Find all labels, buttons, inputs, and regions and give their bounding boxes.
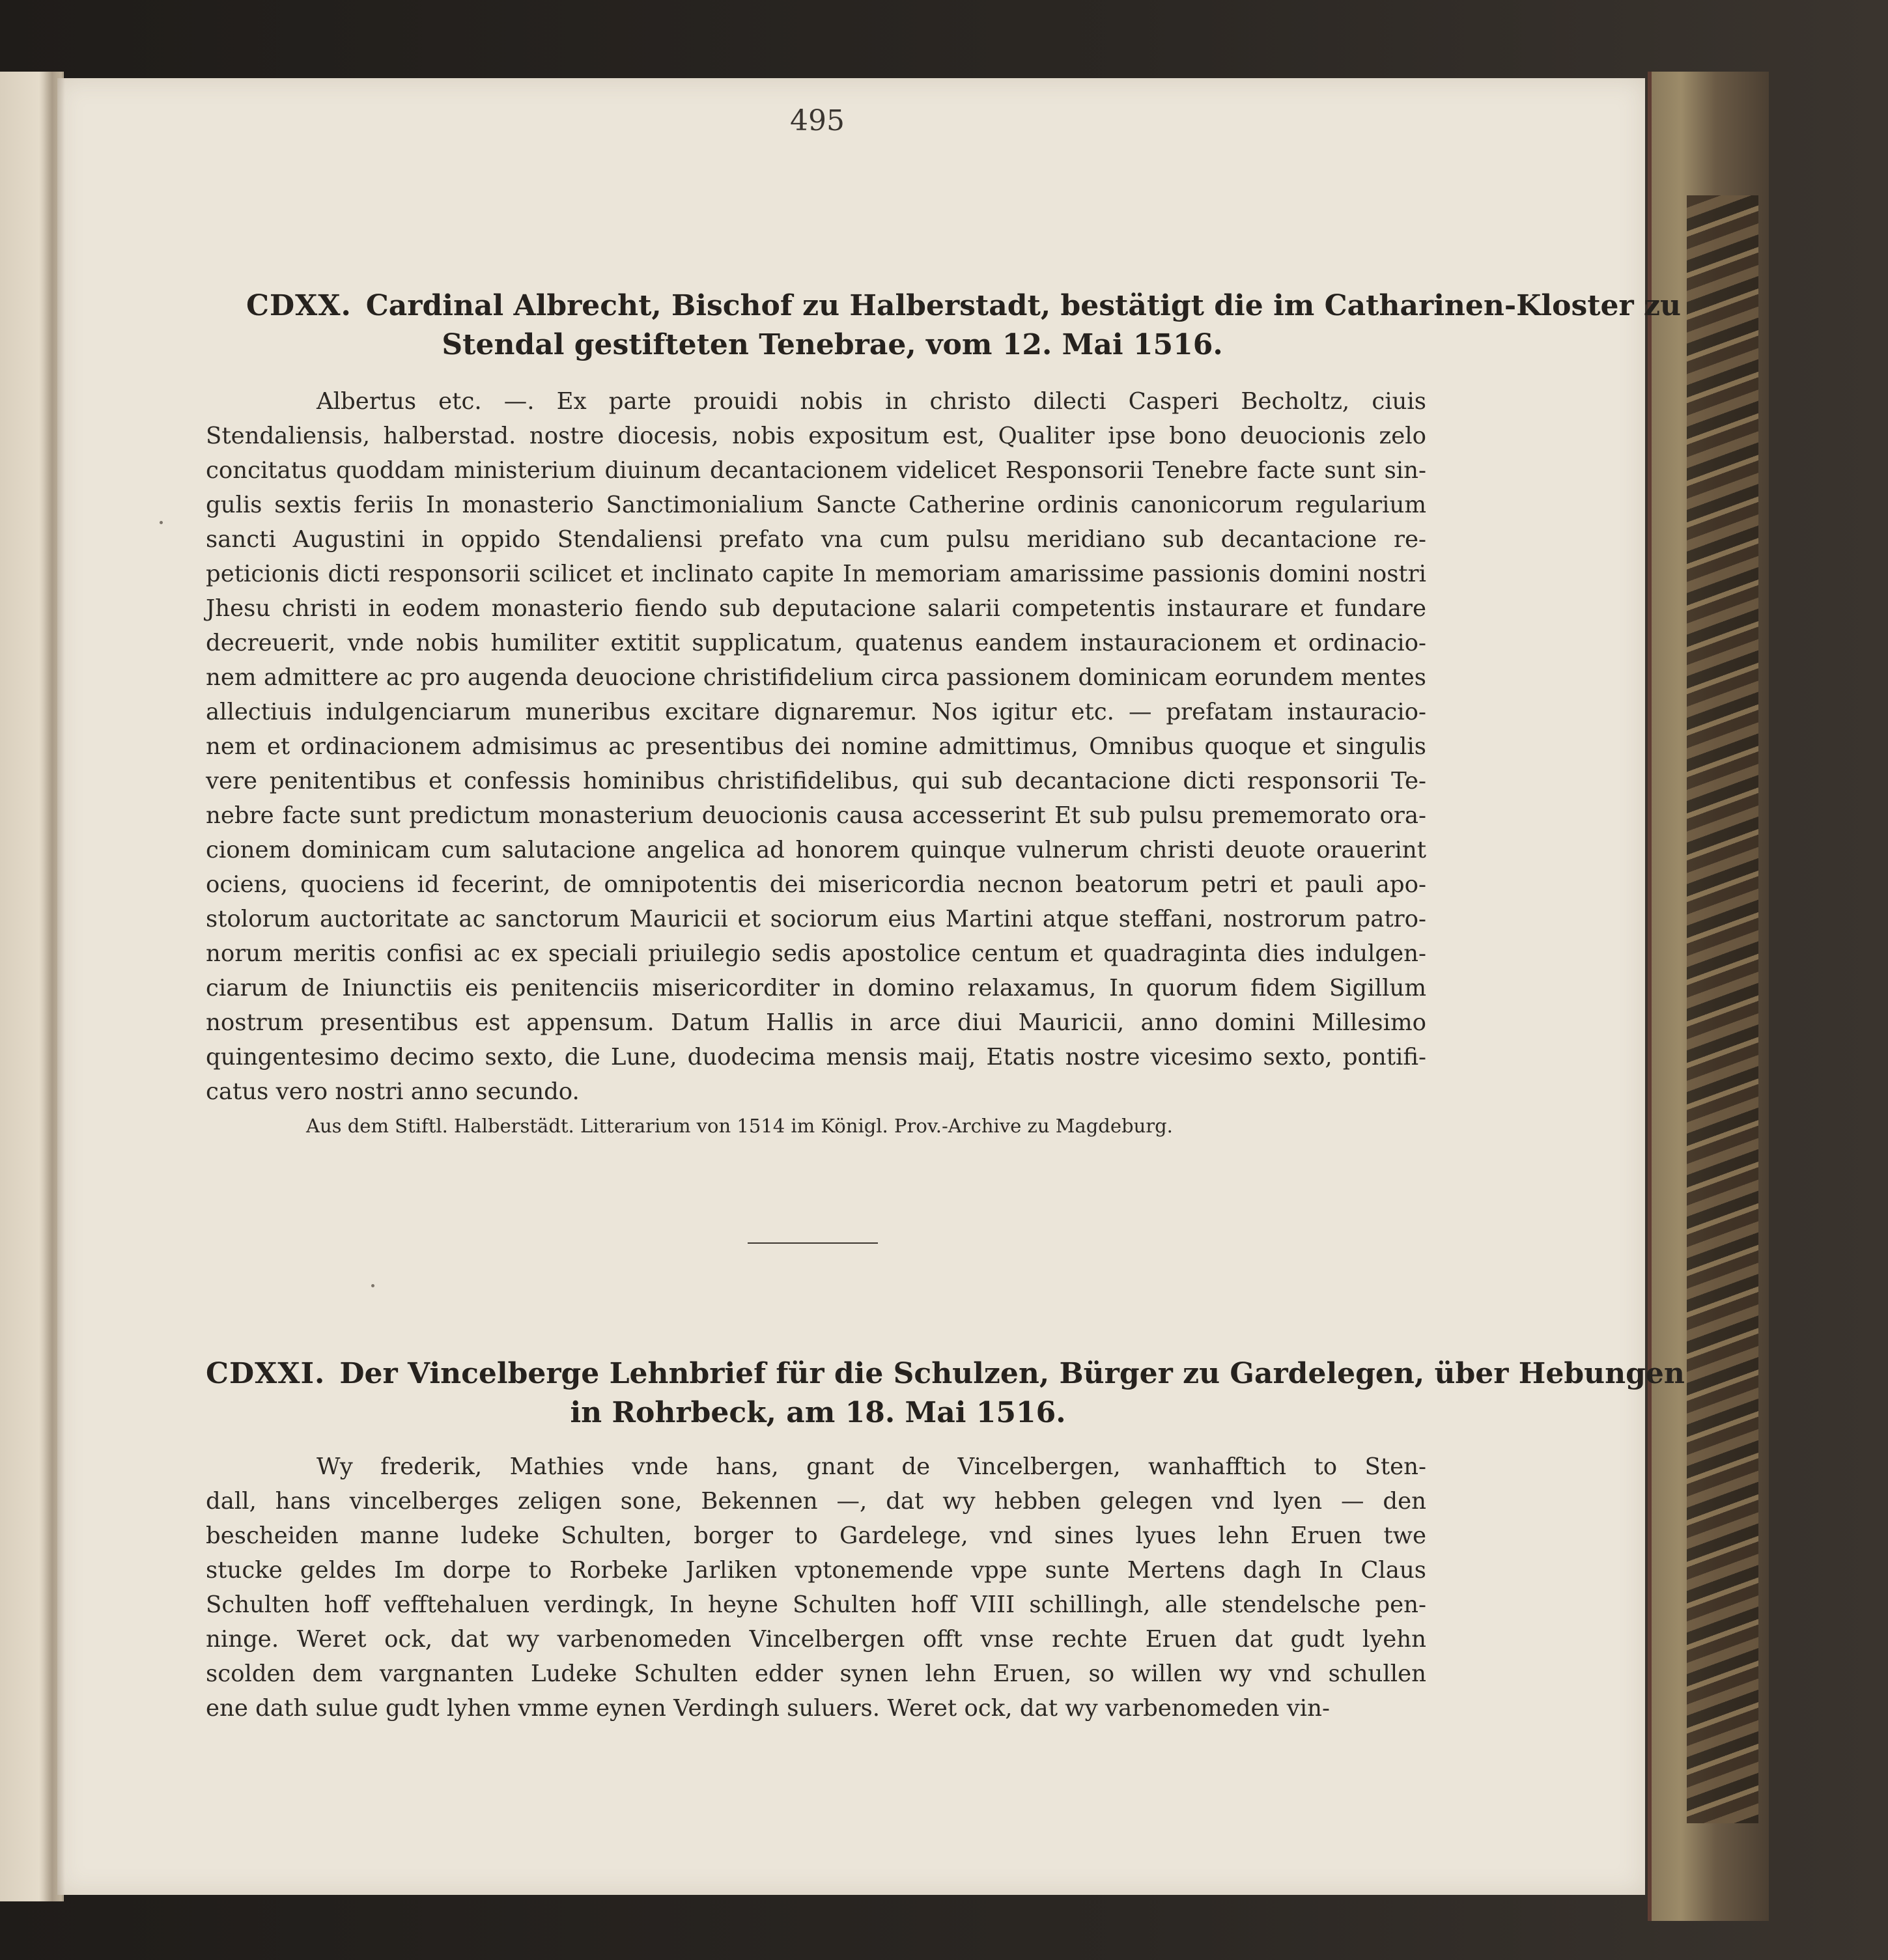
text-line: Albertus etc. —. Ex parte prouidi nobis in christo dilecti Casperi Becholtz, ciuis <box>317 388 1426 415</box>
text-line: dall, hans vincelberges zeligen sone, Bekennen —, dat wy hebben gelegen vnd lyen — den <box>206 1488 1426 1515</box>
text-line: vere penitentibus et confessis hominibus christifidelibus, qui sub decantacione dicti responsorii Te- <box>206 768 1426 794</box>
text-line: cionem dominicam cum salutacione angelica ad honorem quinque vulnerum christi deuote orauerint <box>206 837 1426 863</box>
text-line: Stendaliensis, halberstad. nostre diocesis, nobis expositum est, Qualiter ipse bono deuocionis zelo <box>206 423 1426 449</box>
text-line: ninge. Weret ock, dat wy varbenomeden Vincelbergen offt vnse rechte Eruen dat gudt lyehn <box>206 1626 1426 1653</box>
ink-speck <box>160 521 163 524</box>
entry-heading-cdxx <box>246 287 1682 365</box>
text-line: ociens, quociens id fecerint, de omnipotentis dei misericordia necnon beatorum petri et pauli apo- <box>206 871 1426 898</box>
text-line: gulis sextis feriis In monasterio Sanctimonialium Sancte Catherine ordinis canonicorum regularium <box>206 492 1426 518</box>
marbled-endpaper <box>1687 195 1758 1823</box>
heading-line-2: in Rohrbeck, am 18. Mai 1516. <box>570 1396 1066 1429</box>
text-line: catus vero nostri anno secundo. <box>206 1078 580 1105</box>
text-line: allectiuis indulgenciarum muneribus excitare dignaremur. Nos igitur etc. — prefatam instauracio- <box>206 699 1426 725</box>
text-line: stolorum auctoritate ac sanctorum Mauricii et sociorum eius Martini atque steffani, nostrorum patro- <box>206 906 1426 932</box>
document-body-cdxxi <box>206 1449 1426 1726</box>
text-line: nem admittere ac pro augenda deuocione christifidelium circa passionem dominicam eorundem mentes <box>206 664 1426 691</box>
text-line: norum meritis confisi ac ex speciali priuilegio sedis apostolice centum et quadraginta dies indulgen- <box>206 940 1426 967</box>
text-line: ciarum de Iniunctiis eis penitenciis misericorditer in domino relaxamus, In quorum fidem Sigillum <box>206 975 1426 1001</box>
entry-number: CDXXI. <box>206 1357 326 1390</box>
document-body-cdxx <box>206 384 1426 1109</box>
text-line: nem et ordinacionem admisimus ac presentibus dei nomine admittimus, Omnibus quoque et singulis <box>206 733 1426 760</box>
entry-number: CDXX. <box>246 289 352 322</box>
text-line: concitatus quoddam ministerium diuinum decantacionem videlicet Responsorii Tenebre facte sunt sin- <box>206 457 1426 484</box>
text-line: quingentesimo decimo sexto, die Lune, duodecima mensis maij, Etatis nostre vicesimo sexto, pontifi- <box>206 1044 1426 1071</box>
text-line: sancti Augustini in oppido Stendaliensi prefato vna cum pulsu meridiano sub decantacione re- <box>206 526 1426 553</box>
page-number: 495 <box>790 104 845 137</box>
text-line: nebre facte sunt predictum monasterium deuocionis causa accesserint Et sub pulsu prememorato ora- <box>206 802 1426 829</box>
section-divider <box>748 1242 878 1244</box>
heading-line-2: Stendal gestifteten Tenebrae, vom 12. Mai 1516. <box>442 328 1223 361</box>
ink-speck <box>371 1284 374 1287</box>
entry-heading-cdxxi <box>206 1354 1685 1433</box>
heading-line-1: Der Vincelberge Lehnbrief für die Schulzen, Bürger zu Gardelegen, über Hebungen <box>339 1357 1685 1390</box>
text-line: ene dath sulue gudt lyhen vmme eynen Verdingh suluers. Weret ock, dat wy varbenomeden vin- <box>206 1695 1330 1722</box>
text-line: stucke geldes Im dorpe to Rorbeke Jarliken vptonemende vppe sunte Mertens dagh In Claus <box>206 1557 1426 1584</box>
text-line: Schulten hoff vefftehaluen verdingk, In heyne Schulten hoff VIII schillingh, alle stendelsche pen- <box>206 1591 1426 1618</box>
text-line: bescheiden manne ludeke Schulten, borger to Gardelege, vnd sines lyues lehn Eruen twe <box>206 1522 1426 1549</box>
text-line: Wy frederik, Mathies vnde hans, gnant de Vincelbergen, wanhafftich to Sten- <box>317 1453 1426 1480</box>
text-line: nostrum presentibus est appensum. Datum Hallis in arce diui Mauricii, anno domini Millesimo <box>206 1009 1426 1036</box>
text-line: scolden dem vargnanten Ludeke Schulten edder synen lehn Eruen, so willen wy vnd schullen <box>206 1660 1426 1687</box>
text-line: peticionis dicti responsorii scilicet et inclinato capite In memoriam amarissime passionis domini nostri <box>206 561 1426 587</box>
source-citation: Aus dem Stiftl. Halberstädt. Litterarium von 1514 im Königl. Prov.-Archive zu Magdeburg. <box>306 1115 1173 1137</box>
book-gutter <box>39 72 65 1901</box>
heading-line-1: Cardinal Albrecht, Bischof zu Halberstadt, bestätigt die im Catharinen-Kloster zu <box>365 289 1682 322</box>
text-line: decreuerit, vnde nobis humiliter extitit supplicatum, quatenus eandem instauracionem et ordinacio- <box>206 630 1426 656</box>
text-line: Jhesu christi in eodem monasterio fiendo sub deputacione salarii competentis instaurare et fundare <box>206 595 1426 622</box>
